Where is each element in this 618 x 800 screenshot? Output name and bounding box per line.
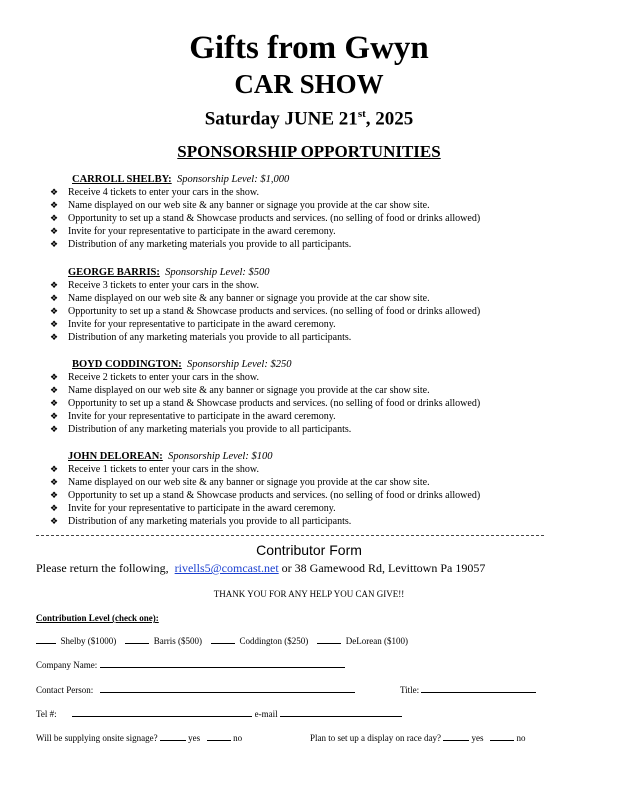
diamond-bullet-icon: ❖ [50,319,59,329]
list-item: ❖ Distribution of any marketing materials you provide to all participants. [50,516,352,527]
list-item: ❖ Receive 2 tickets to enter your cars in the show. [50,372,259,383]
company-field[interactable] [100,658,345,668]
list-item: ❖ Name displayed on our web site & any banner or signage you provide at the car show site. [50,293,430,304]
list-item: ❖ Invite for your representative to participate in the award ceremony. [50,411,336,422]
checkbox-delorean[interactable] [317,634,341,644]
list-item: ❖ Distribution of any marketing materials you provide to all participants. [50,239,352,250]
display-row: Plan to set up a display on race day? yes no [310,733,526,743]
diamond-bullet-icon: ❖ [50,464,59,474]
email-label: e-mail [254,709,278,719]
tier-heading [68,450,272,463]
diamond-bullet-icon: ❖ [50,306,59,316]
event-name: CAR SHOW [234,69,384,99]
tier-heading [72,358,291,371]
diamond-bullet-icon: ❖ [50,398,59,408]
list-item: ❖ Opportunity to set up a stand & Showcase products and services. (no selling of food or drinks allowed) [50,213,481,224]
diamond-bullet-icon: ❖ [50,411,59,421]
email-link[interactable]: rivells5@comcast.net [174,561,279,575]
diamond-bullet-icon: ❖ [50,332,59,342]
display-question: Plan to set up a display on race day? [310,733,441,743]
list-item: ❖ Invite for your representative to participate in the award ceremony. [50,503,336,514]
list-item: ❖ Opportunity to set up a stand & Showcase products and services. (no selling of food or drinks allowed) [50,398,481,409]
display-no-blank[interactable] [490,731,514,741]
signage-row: Will be supplying onsite signage? yes no [36,733,243,743]
company-row [36,658,345,671]
tel-field[interactable] [72,707,252,717]
section-title: SPONSORSHIP OPPORTUNITIES [177,142,441,161]
list-item: ❖ Receive 3 tickets to enter your cars in the show. [50,280,259,291]
diamond-bullet-icon: ❖ [50,477,59,487]
diamond-bullet-icon: ❖ [50,226,59,236]
benefit-list [50,371,610,436]
benefit-list [50,463,610,528]
contribution-heading: Contribution Level (check one): [36,613,159,623]
list-item: ❖ Name displayed on our web site & any banner or signage you provide at the car show site. [50,200,430,211]
tier-level: Sponsorship Level: $500 [165,267,270,278]
tier-heading [72,173,289,186]
signage-question: Will be supplying onsite signage? [36,733,158,743]
list-item: ❖ Invite for your representative to participate in the award ceremony. [50,319,336,330]
tel-row [36,707,402,720]
signage-yes-blank[interactable] [160,731,186,741]
tier-level: Sponsorship Level: $1,000 [176,174,290,185]
page-title: Gifts from Gwyn [189,30,429,66]
form-title: Contributor Form [256,542,362,558]
tier-name: CARROLL SHELBY: [72,174,172,185]
tier-name: GEORGE BARRIS: [68,267,160,278]
diamond-bullet-icon: ❖ [50,293,59,303]
tier-name: JOHN DELOREAN: [68,451,163,462]
contact-field[interactable] [100,683,355,693]
cut-line-divider [36,535,544,536]
company-label: Company Name: [36,660,98,670]
contact-row [36,683,355,696]
title-field[interactable] [421,683,536,693]
diamond-bullet-icon: ❖ [50,503,59,513]
checkbox-barris[interactable] [125,634,149,644]
return-instructions: Please return the following, rivells5@comcast.net or 38 Gamewood Rd, Levittown Pa 19057 [36,561,486,575]
benefit-list [50,279,610,344]
diamond-bullet-icon: ❖ [50,372,59,382]
diamond-bullet-icon: ❖ [50,516,59,526]
tier-level: Sponsorship Level: $100 [168,451,273,462]
list-item: ❖ Opportunity to set up a stand & Showcase products and services. (no selling of food or drinks allowed) [50,490,481,501]
tier-level: Sponsorship Level: $250 [187,359,292,370]
diamond-bullet-icon: ❖ [50,239,59,249]
tier-heading [68,266,270,279]
diamond-bullet-icon: ❖ [50,187,59,197]
list-item: ❖ Opportunity to set up a stand & Showcase products and services. (no selling of food or drinks allowed) [50,306,481,317]
contribution-options: Shelby ($1000) Barris ($500) Coddington ($250) DeLorean ($100) [36,634,408,647]
list-item: ❖ Distribution of any marketing materials you provide to all participants. [50,424,352,435]
diamond-bullet-icon: ❖ [50,200,59,210]
diamond-bullet-icon: ❖ [50,280,59,290]
diamond-bullet-icon: ❖ [50,213,59,223]
event-date: Saturday JUNE 21st, 2025 [204,108,414,130]
benefit-list [50,186,610,251]
title-label: Title: [400,685,420,695]
diamond-bullet-icon: ❖ [50,490,59,500]
checkbox-coddington[interactable] [211,634,235,644]
signage-no-blank[interactable] [207,731,231,741]
diamond-bullet-icon: ❖ [50,424,59,434]
tel-label: Tel #: [36,709,57,719]
list-item: ❖ Invite for your representative to participate in the award ceremony. [50,226,336,237]
email-field[interactable] [280,707,402,717]
diamond-bullet-icon: ❖ [50,385,59,395]
display-yes-blank[interactable] [443,731,469,741]
title-row [400,683,536,696]
list-item: ❖ Receive 4 tickets to enter your cars in the show. [50,187,259,198]
thanks-message: THANK YOU FOR ANY HELP YOU CAN GIVE!! [213,589,405,599]
list-item: ❖ Name displayed on our web site & any banner or signage you provide at the car show site. [50,385,430,396]
tier-name: BOYD CODDINGTON: [72,359,182,370]
list-item: ❖ Distribution of any marketing materials you provide to all participants. [50,332,352,343]
list-item: ❖ Receive 1 tickets to enter your cars in the show. [50,464,259,475]
checkbox-shelby[interactable] [36,634,56,644]
list-item: ❖ Name displayed on our web site & any banner or signage you provide at the car show site. [50,477,430,488]
contact-label: Contact Person: [36,685,94,695]
